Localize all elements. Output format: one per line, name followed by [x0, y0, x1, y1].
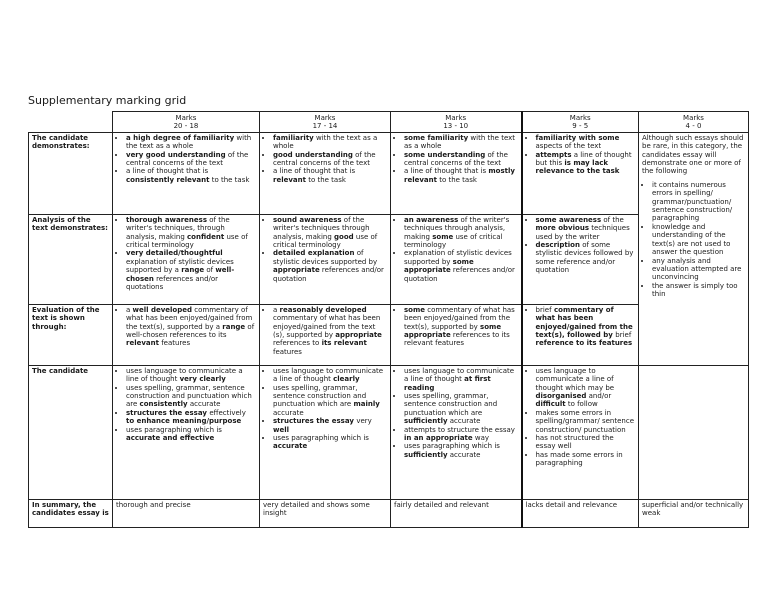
- criteria-text: with the text as a whole: [273, 133, 378, 151]
- emphasis-text: a high degree of familiarity: [126, 133, 235, 142]
- cell-r4-c4: [522, 365, 639, 499]
- criteria-text: references and/or quotation: [273, 266, 384, 283]
- header-marks-13-10: [391, 112, 522, 133]
- criteria-text: has made some errors in paragraphing: [535, 450, 623, 468]
- criteria-item: [273, 434, 387, 451]
- emphasis-text: appropriate: [335, 331, 382, 340]
- emphasis-text: at first reading: [404, 375, 491, 392]
- criteria-item: [126, 151, 256, 168]
- emphasis-text: some: [404, 305, 426, 314]
- criteria-text: a line of thought that is: [273, 167, 356, 176]
- emphasis-text: detailed explanation: [273, 249, 355, 258]
- row-label: In summary, the candidates essay is: [29, 499, 113, 527]
- criteria-item: [404, 151, 518, 168]
- criteria-text: of the writer's techniques through analysis, making: [273, 215, 370, 241]
- criteria-text: of the central concerns of the text: [273, 150, 376, 168]
- criteria-text: a: [126, 305, 133, 314]
- criteria-item: [536, 241, 636, 275]
- criteria-text: of: [204, 266, 216, 275]
- criteria-text: to follow: [565, 400, 598, 409]
- cell-r4-c2: [260, 365, 391, 499]
- emphasis-text: range: [181, 266, 205, 275]
- marks-label: Marks: [569, 114, 591, 122]
- emphasis-text: some awareness: [535, 215, 602, 224]
- marks-label: Marks: [445, 114, 467, 122]
- cell-r4-c3: [391, 365, 522, 499]
- criteria-text: attempts to structure the essay: [404, 425, 515, 434]
- cell-r3-c1: [113, 304, 260, 365]
- criteria-text: commentary of what has been enjoyed/gained from the text (s), supported by: [273, 314, 381, 340]
- criteria-text: uses language to communicate a line of thought: [126, 366, 243, 384]
- criteria-text: of well-chosen references to its: [126, 322, 255, 340]
- criteria-text: of the central concerns of the text: [126, 150, 249, 168]
- criteria-text: effectively: [209, 408, 246, 417]
- cell-r2-c4: [522, 214, 639, 304]
- criteria-item: [126, 409, 256, 426]
- emphasis-text: an awareness: [404, 215, 459, 224]
- emphasis-text: very detailed/thoughtful: [126, 249, 223, 258]
- criteria-text: to the task: [436, 175, 477, 184]
- criteria-text: to the task: [209, 175, 250, 184]
- criteria-text: with the text as a whole: [404, 133, 516, 151]
- cell-r2-c3: [391, 214, 522, 304]
- criteria-text: features: [273, 347, 302, 356]
- criteria-text: a: [273, 305, 280, 314]
- emphasis-text: more obvious: [535, 224, 589, 233]
- criteria-item: [126, 306, 256, 348]
- criteria-item: [404, 216, 518, 250]
- criteria-text: explanation of stylistic devices supported by a: [126, 257, 234, 275]
- criteria-text: use of critical terminology: [126, 232, 248, 250]
- criteria-text: very: [356, 417, 372, 426]
- emphasis-text: good understanding: [273, 150, 353, 159]
- criteria-list: [116, 216, 256, 292]
- low-band-list: [642, 181, 745, 299]
- criteria-list: [526, 134, 636, 176]
- row-label: The candidate: [29, 365, 113, 499]
- marks-range: 20 - 18: [173, 122, 199, 131]
- criteria-text: uses language to communicate a line of thought: [404, 366, 515, 384]
- cell-r1-c3: [391, 132, 522, 214]
- emphasis-text: commentary of what has been enjoyed/gained from the text(s), followed by: [535, 305, 633, 340]
- marks-range: 17 - 14: [312, 122, 338, 131]
- summary-c2: very detailed and shows some insight: [260, 499, 391, 527]
- criteria-item: [536, 451, 636, 468]
- criteria-item: [404, 392, 518, 426]
- emphasis-text: is may lack relevance to the task: [535, 159, 620, 176]
- criteria-item: [404, 167, 518, 184]
- summary-c4: lacks detail and relevance: [522, 499, 639, 527]
- cell-r3-c4: [522, 304, 639, 365]
- summary-c1: thorough and precise: [113, 499, 260, 527]
- emphasis-text: mainly: [353, 400, 380, 409]
- criteria-text: a line of thought that is: [126, 167, 209, 176]
- criteria-text: makes some errors in spelling/grammar/ sentence construction/ punctuation: [535, 408, 635, 434]
- criteria-text: of the writer's techniques, through analysis, making: [126, 215, 230, 241]
- criteria-text: commentary of what has been enjoyed/gained from the text(s), supported by: [404, 305, 515, 331]
- low-band-item: • the answer is simply too thin: [652, 282, 745, 299]
- criteria-item: [536, 134, 636, 151]
- marks-range: 4 - 0: [685, 122, 702, 131]
- criteria-text: of stylistic devices supported by: [273, 249, 378, 266]
- criteria-text: aspects of the text: [535, 142, 602, 151]
- criteria-text: uses language to communicate a line of thought: [273, 366, 384, 384]
- emphasis-text: some appropriate: [404, 322, 502, 340]
- header-marks-9-5: [522, 112, 639, 133]
- header-corner: [29, 112, 113, 133]
- emphasis-text: sound awareness: [273, 215, 342, 224]
- criteria-item: [404, 249, 518, 283]
- row-demonstrates: [29, 132, 749, 214]
- criteria-text: of the central concerns of the text: [404, 150, 508, 168]
- criteria-list: [394, 367, 518, 459]
- cell-r2-c1: [113, 214, 260, 304]
- cell-r1-c4: [522, 132, 639, 214]
- emphasis-text: good: [334, 232, 354, 241]
- page-title: Supplementary marking grid: [28, 94, 187, 107]
- criteria-list: [116, 134, 256, 184]
- criteria-text: and/or: [586, 392, 612, 401]
- criteria-item: [404, 134, 518, 151]
- criteria-text: uses language to communicate a line of thought which may be: [535, 366, 615, 392]
- marks-label: Marks: [314, 114, 336, 122]
- criteria-item: [126, 249, 256, 291]
- marks-label: Marks: [175, 114, 197, 122]
- summary-c5: superficial and/or technically weak: [639, 499, 749, 527]
- criteria-text: brief: [615, 331, 632, 340]
- cell-r2-c2: [260, 214, 391, 304]
- criteria-item: [536, 306, 636, 348]
- criteria-text: accurate: [447, 450, 481, 459]
- criteria-text: use of critical terminology: [273, 232, 378, 250]
- emphasis-text: some: [432, 232, 454, 241]
- emphasis-text: well: [273, 425, 290, 434]
- cell-r4-c1: [113, 365, 260, 499]
- emphasis-text: confident: [187, 232, 225, 241]
- emphasis-text: very clearly: [179, 375, 226, 384]
- criteria-text: references to its relevant features: [404, 331, 510, 348]
- criteria-text: features: [158, 339, 191, 348]
- criteria-item: [126, 367, 256, 384]
- criteria-item: [404, 442, 518, 459]
- criteria-item: [273, 151, 387, 168]
- criteria-text: uses paragraphing which is: [404, 442, 500, 451]
- criteria-item: [273, 249, 387, 283]
- criteria-text: accurate: [447, 417, 481, 426]
- emphasis-text: well developed: [132, 305, 193, 314]
- criteria-text: of the writer's techniques through analysis, making: [404, 215, 510, 241]
- emphasis-text: structures the essay: [126, 408, 210, 417]
- criteria-list: [263, 367, 387, 451]
- emphasis-text: familiarity with some: [535, 133, 620, 142]
- criteria-text: references and/or quotations: [126, 274, 219, 292]
- criteria-text: use of critical terminology: [404, 232, 503, 250]
- emphasis-text: clearly: [333, 375, 360, 384]
- emphasis-text: accurate: [273, 442, 308, 451]
- criteria-text: references and/or quotation: [404, 266, 515, 283]
- criteria-text: with the text as a whole: [126, 133, 252, 151]
- criteria-item: [126, 134, 256, 151]
- criteria-item: [536, 151, 636, 176]
- criteria-text: references to: [273, 339, 322, 348]
- emphasis-text: very good understanding: [126, 150, 226, 159]
- criteria-item: [404, 426, 518, 443]
- criteria-item: [536, 367, 636, 409]
- row-language: [29, 365, 749, 499]
- cell-r3-c2: [260, 304, 391, 365]
- low-band-item: • any analysis and evaluation attempted are unconvincing: [652, 257, 745, 282]
- emphasis-text: to enhance meaning/purpose: [126, 417, 242, 426]
- criteria-text: commentary of what has been enjoyed/gained from the text(s), supported by a: [126, 305, 253, 331]
- emphasis-text: difficult: [535, 400, 566, 409]
- row-label: Evaluation of the text is shown through:: [29, 304, 113, 365]
- cell-r1-c1: [113, 132, 260, 214]
- criteria-item: [273, 306, 387, 356]
- emphasis-text: appropriate: [273, 266, 320, 275]
- criteria-text: accurate: [273, 408, 304, 417]
- criteria-list: [526, 216, 636, 275]
- criteria-text: uses spelling, grammar, sentence construction and punctuation which are: [404, 392, 498, 417]
- emphasis-text: in an appropriate: [404, 434, 473, 443]
- criteria-item: [273, 167, 387, 184]
- header-marks-20-18: [113, 112, 260, 133]
- criteria-list: [394, 216, 518, 283]
- criteria-item: [273, 367, 387, 384]
- criteria-text: brief: [535, 305, 552, 314]
- criteria-list: [116, 367, 256, 443]
- row-label: Analysis of the text demonstrates:: [29, 214, 113, 304]
- criteria-text: way: [472, 434, 490, 443]
- criteria-item: [536, 409, 636, 434]
- emphasis-text: well-chosen: [126, 266, 235, 283]
- criteria-text: has not structured the essay well: [535, 434, 614, 451]
- emphasis-text: accurate and effective: [126, 434, 215, 443]
- cell-r4-c5: [639, 365, 749, 499]
- low-band-intro: Although such essays should be rare, in this category, the candidates essay will demonstrate one or more of the following: [642, 133, 744, 176]
- criteria-item: [404, 367, 518, 392]
- criteria-text: techniques used by the writer: [535, 224, 630, 241]
- emphasis-text: familiarity: [273, 133, 314, 142]
- row-label: The candidate demonstrates:: [29, 132, 113, 214]
- criteria-item: [536, 434, 636, 451]
- criteria-text: explanation of stylistic devices supported by: [404, 249, 512, 266]
- emphasis-text: reference to its features: [535, 339, 633, 348]
- marks-range: 13 - 10: [443, 122, 469, 131]
- emphasis-text: structures the essay: [273, 417, 357, 426]
- emphasis-text: relevant: [273, 175, 306, 184]
- cell-r3-c3: [391, 304, 522, 365]
- criteria-text: uses paragraphing which is: [273, 434, 369, 443]
- criteria-item: [126, 426, 256, 443]
- low-band-item: • it contains numerous errors in spelling/ grammar/punctuation/ sentence construction/ paragraphing: [652, 181, 745, 223]
- emphasis-text: consistently relevant: [126, 175, 210, 184]
- criteria-list: [526, 367, 636, 468]
- criteria-item: [273, 417, 387, 434]
- criteria-list: [263, 134, 387, 184]
- emphasis-text: range: [222, 322, 246, 331]
- emphasis-text: disorganised: [535, 392, 587, 401]
- header-marks-17-14: [260, 112, 391, 133]
- criteria-list: [394, 306, 518, 348]
- criteria-text: to the task: [305, 175, 346, 184]
- criteria-list: [116, 306, 256, 348]
- criteria-text: uses paragraphing which is: [126, 425, 222, 434]
- summary-c3: fairly detailed and relevant: [391, 499, 522, 527]
- emphasis-text: thorough awareness: [126, 215, 207, 224]
- header-marks-4-0: [639, 112, 749, 133]
- criteria-list: [263, 216, 387, 283]
- criteria-list: [394, 134, 518, 184]
- criteria-item: [536, 216, 636, 241]
- criteria-text: a line of thought that is: [404, 167, 489, 176]
- emphasis-text: relevant: [126, 339, 159, 348]
- criteria-list: [526, 306, 636, 348]
- emphasis-text: reasonably developed: [279, 305, 367, 314]
- criteria-text: a line of thought but this: [535, 150, 632, 168]
- marking-grid-table: [28, 111, 749, 528]
- emphasis-text: attempts: [535, 150, 572, 159]
- criteria-item: [273, 134, 387, 151]
- emphasis-text: some appropriate: [404, 257, 474, 275]
- criteria-text: of the: [601, 215, 624, 224]
- emphasis-text: sufficiently: [404, 450, 448, 459]
- criteria-item: [273, 384, 387, 418]
- cell-r1-c2: [260, 132, 391, 214]
- criteria-text: of some stylistic devices followed by some reference and/or quotation: [535, 241, 634, 275]
- criteria-item: [126, 167, 256, 184]
- criteria-item: [126, 216, 256, 250]
- emphasis-text: some familiarity: [404, 133, 469, 142]
- criteria-text: uses spelling, grammar, sentence construction and punctuation which are: [273, 383, 367, 409]
- emphasis-text: description: [535, 241, 580, 250]
- criteria-text: accurate: [187, 400, 221, 409]
- criteria-item: [273, 216, 387, 250]
- emphasis-text: mostly relevant: [404, 167, 515, 184]
- emphasis-text: some understanding: [404, 150, 486, 159]
- cell-r1-c5: [639, 132, 749, 365]
- low-band-item: • knowledge and understanding of the text(s) are not used to answer the question: [652, 223, 745, 257]
- criteria-item: [126, 384, 256, 409]
- emphasis-text: its relevant: [321, 339, 367, 348]
- emphasis-text: consistently: [139, 400, 188, 409]
- header-row: [29, 112, 749, 133]
- criteria-item: [404, 306, 518, 348]
- criteria-list: [263, 306, 387, 356]
- criteria-text: uses spelling, grammar, sentence construction and punctuation which are: [126, 383, 252, 409]
- marks-range: 9 - 5: [572, 122, 589, 131]
- marks-label: Marks: [683, 114, 704, 122]
- row-summary: [29, 499, 749, 527]
- emphasis-text: sufficiently: [404, 417, 448, 426]
